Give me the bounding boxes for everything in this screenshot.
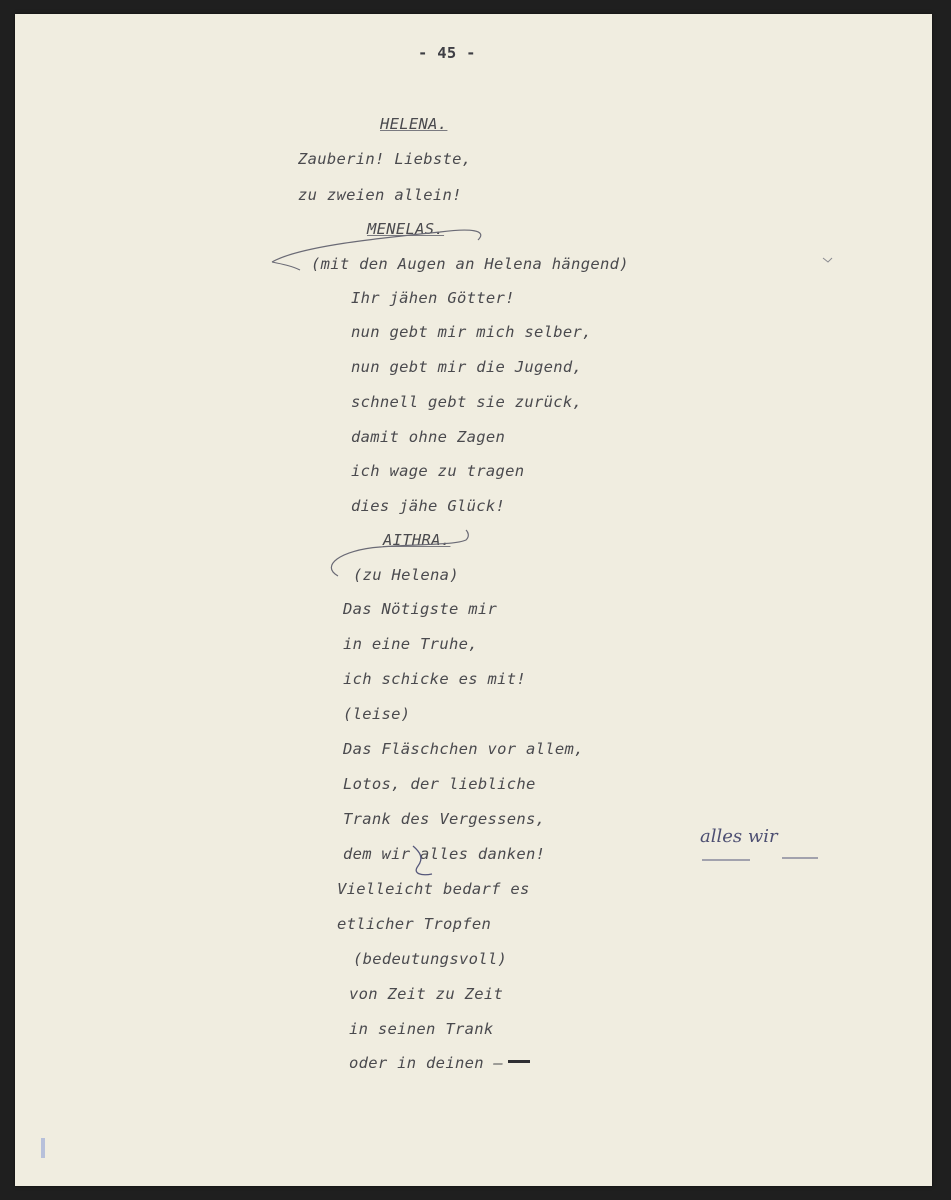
text-line: Ihr jähen Götter! bbox=[351, 289, 515, 307]
text-line: dies jähe Glück! bbox=[351, 497, 506, 515]
margin-note: alles wir bbox=[700, 826, 778, 847]
text-line: nun gebt mir die Jugend, bbox=[351, 358, 583, 376]
text-line: ich wage zu tragen bbox=[351, 462, 525, 480]
speaker-aithra: AITHRA. bbox=[383, 531, 451, 549]
page-number: - 45 - bbox=[418, 44, 476, 62]
text-line: damit ohne Zagen bbox=[351, 428, 506, 446]
text-line: in seinen Trank bbox=[349, 1020, 494, 1038]
text-line: Das Nötigste mir bbox=[343, 600, 498, 618]
stage-direction: (zu Helena) bbox=[353, 566, 459, 584]
text-line: schnell gebt sie zurück, bbox=[351, 393, 583, 411]
text-line: oder in deinen — bbox=[349, 1054, 504, 1072]
text-line: von Zeit zu Zeit bbox=[349, 985, 504, 1003]
text-line: etlicher Tropfen bbox=[337, 915, 492, 933]
stage-direction: (bedeutungsvoll) bbox=[353, 950, 508, 968]
speaker-helena: HELENA. bbox=[380, 115, 448, 133]
text-line: Das Fläschchen vor allem, bbox=[343, 740, 584, 758]
text-line: Zauberin! Liebste, bbox=[298, 150, 472, 168]
text-line: ich schicke es mit! bbox=[343, 670, 527, 688]
text-line: zu zweien allein! bbox=[298, 186, 462, 204]
text-line: Trank des Vergessens, bbox=[343, 810, 546, 828]
text-line: in eine Truhe, bbox=[343, 635, 478, 653]
text-line: nun gebt mir mich selber, bbox=[351, 323, 592, 341]
stage-direction: (leise) bbox=[343, 705, 411, 723]
text-line: Vielleicht bedarf es bbox=[337, 880, 530, 898]
text-line: dem wir alles danken! bbox=[343, 845, 546, 863]
stage-direction: (mit den Augen an Helena hängend) bbox=[311, 255, 629, 273]
text-line: Lotos, der liebliche bbox=[343, 775, 536, 793]
speaker-menelas: MENELAS. bbox=[367, 220, 445, 238]
